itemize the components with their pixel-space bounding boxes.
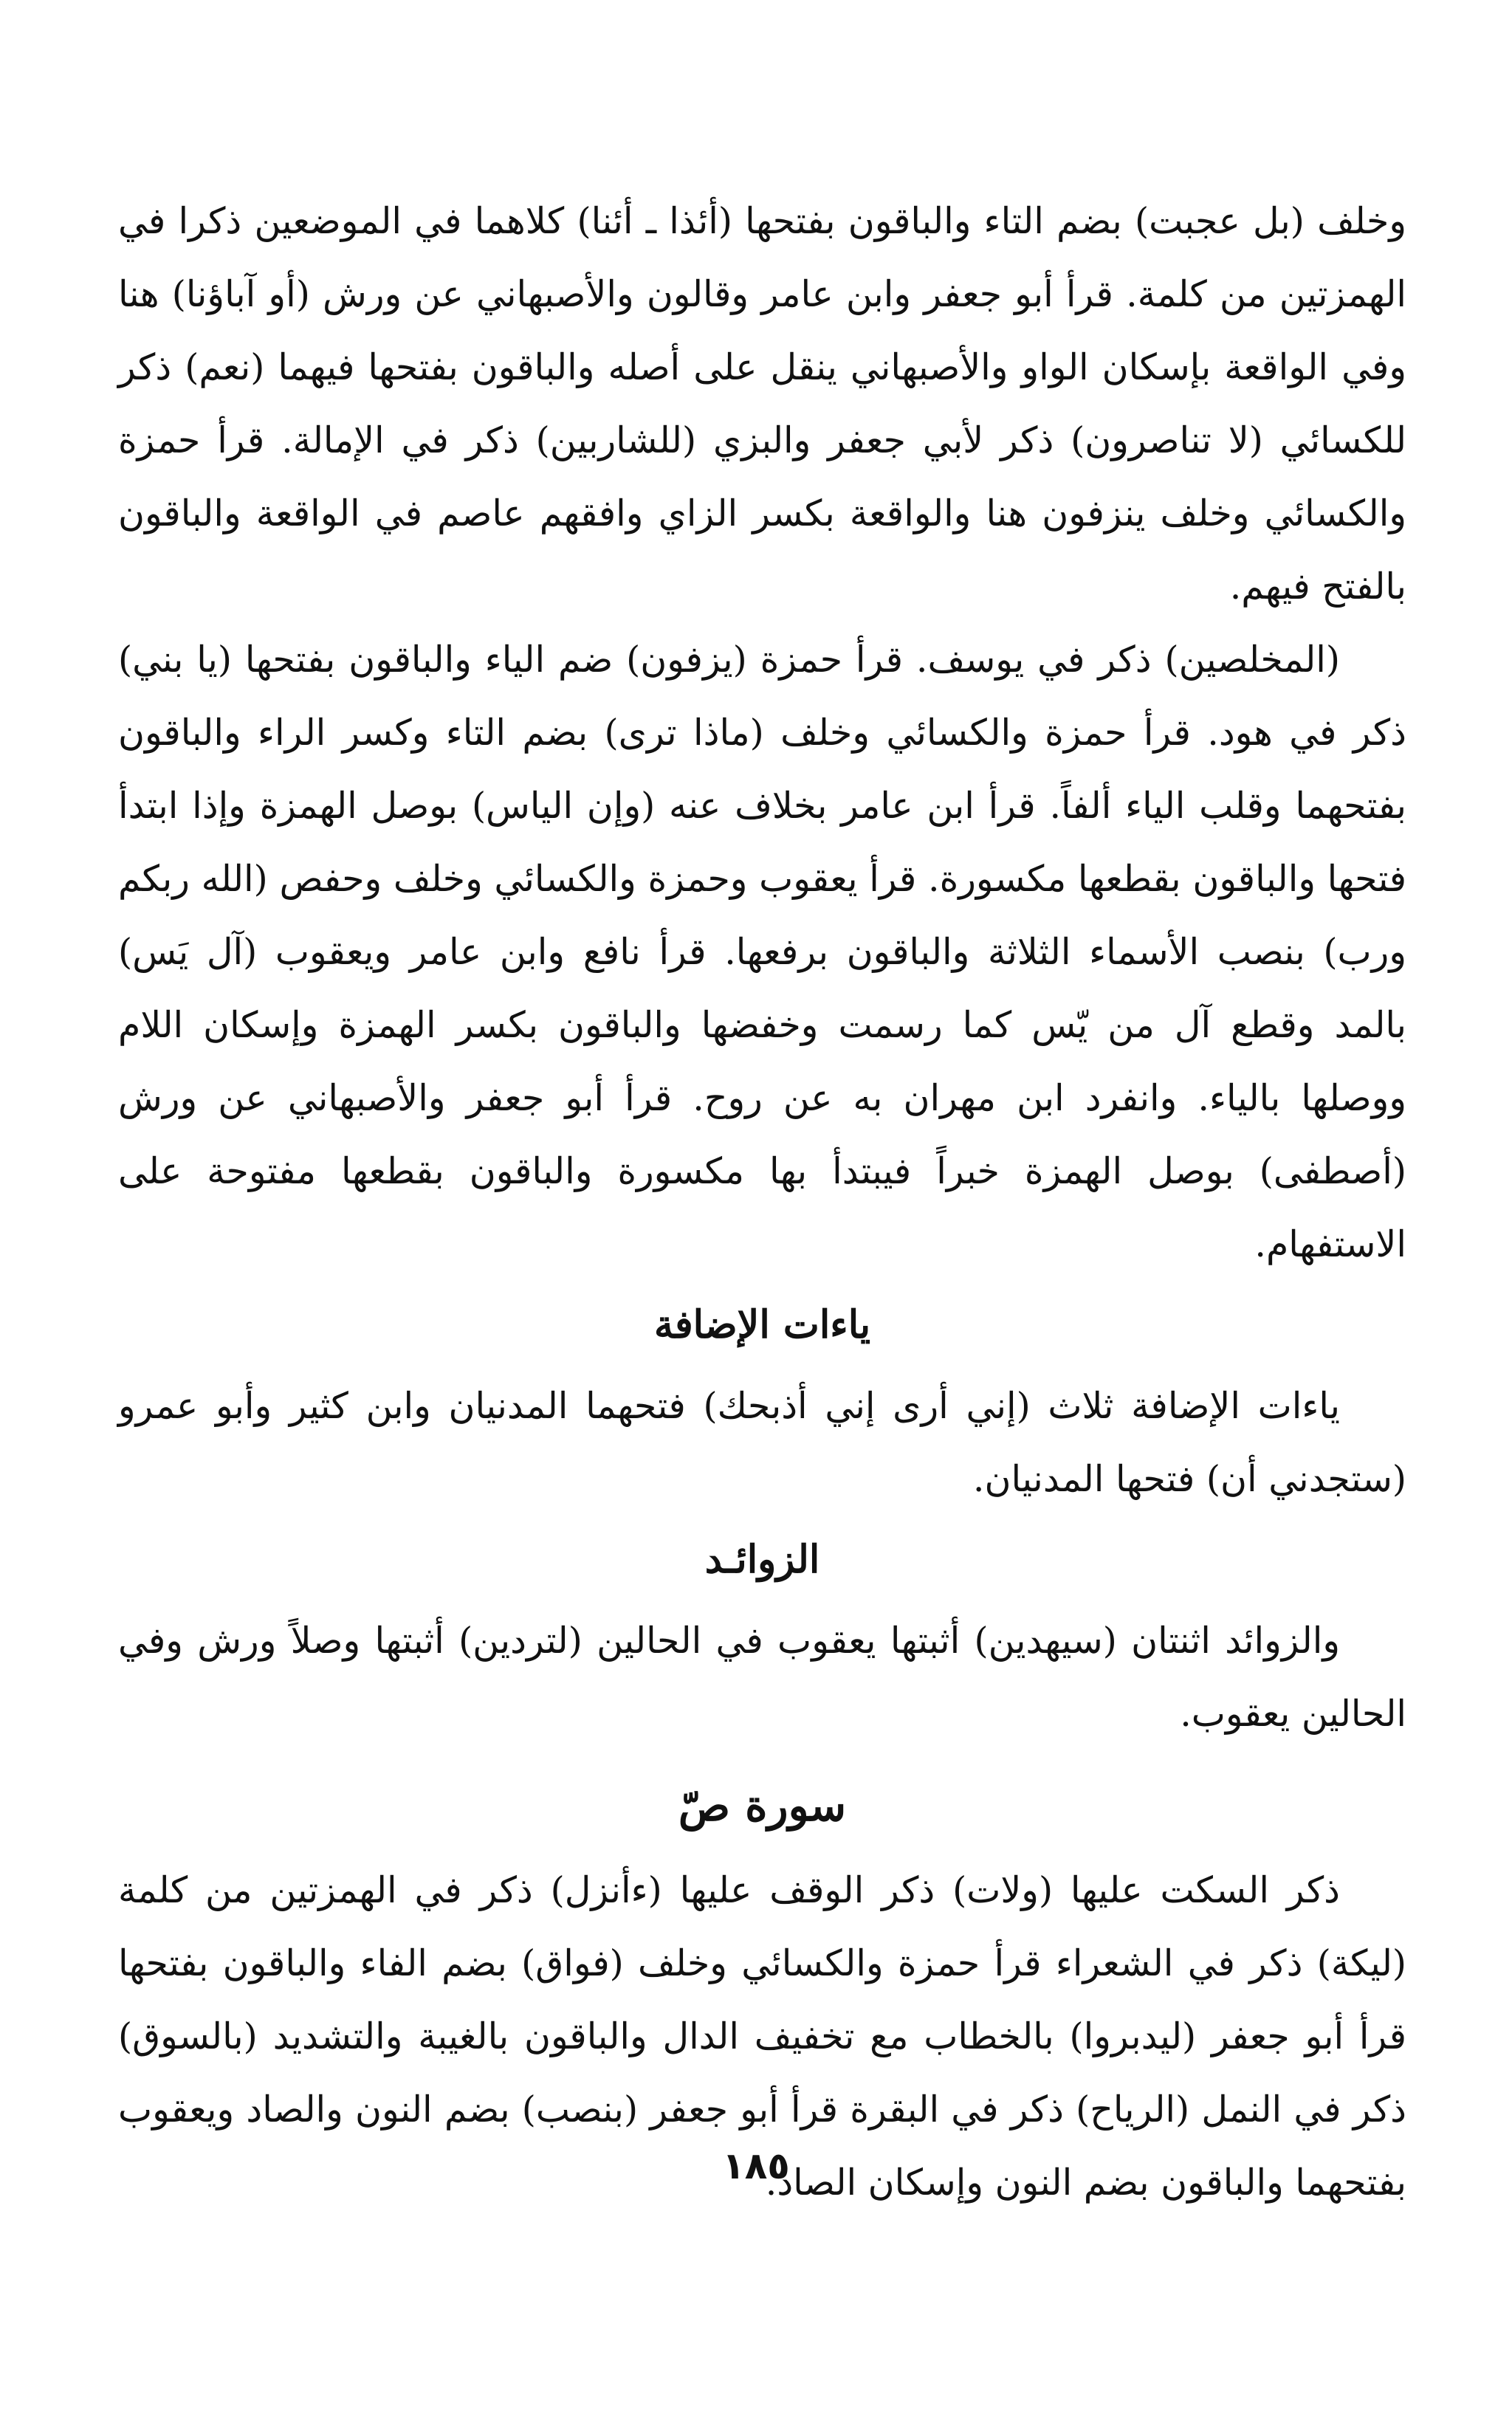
paragraph-surah-saffat-part1: وخلف (بل عجبت) بضم التاء والباقون بفتحها (أئذا ـ أئنا) كلاهما في الموضعين ذكرا في الهمزتين من كلمة. قرأ أبو جعفر وابن عامر وقالون والأصبهاني عن ورش (أو آباؤنا) هنا وفي الواقعة بإسكان الواو والأصبهاني ينقل على أصله والباقون بفتحها فيهما (نعم) ذكر للكسائي (لا تناصرون) ذكر لأبي جعفر والبزي (للشاربين) ذكر في الإمالة. قرأ حمزة والكسائي وخلف ينزفون هنا والواقعة بكسر الزاي وافقهم عاصم في الواقعة والباقون بالفتح فيهم. — [118, 200, 1406, 608]
page-number: ١٨٥ — [722, 2145, 790, 2187]
heading-zawaid: الزوائـد — [704, 1537, 820, 1582]
paragraph-idafa: ياءات الإضافة ثلاث (إني أرى إني أذبحك) فتحهما المدنيان وابن كثير وأبو عمرو (ستجدني أن) فتحها المدنيان. — [118, 1385, 1406, 1500]
book-page — [118, 185, 1406, 2370]
paragraph-surah-sad: ذكر السكت عليها (ولات) ذكر الوقف عليها (ءأنزل) ذكر في الهمزتين من كلمة (ليكة) ذكر في الشعراء قرأ حمزة والكسائي وخلف (فواق) بضم الفاء والباقون بفتحها قرأ أبو جعفر (ليدبروا) بالخطاب مع تخفيف الدال والباقون بالغيبة والتشديد (بالسوق) ذكر في النمل (الرياح) ذكر في البقرة قرأ أبو جعفر (بنصب) بضم النون والصاد ويعقوب بفتحهما والباقون بضم النون وإسكان الصاد. — [118, 1869, 1406, 2204]
paragraph-surah-saffat-part2: (المخلصين) ذكر في يوسف. قرأ حمزة (يزفون) ضم الياء والباقون بفتحها (يا بني) ذكر في هود. قرأ حمزة والكسائي وخلف (ماذا ترى) بضم التاء وكسر الراء والباقون بفتحهما وقلب الياء ألفاً. قرأ ابن عامر بخلاف عنه (وإن الياس) بوصل الهمزة وإذا ابتدأ فتحها والباقون بقطعها مكسورة. قرأ يعقوب وحمزة والكسائي وخلف وحفص (الله ربكم ورب) بنصب الأسماء الثلاثة والباقون برفعها. قرأ نافع وابن عامر ويعقوب (آل يَس) بالمد وقطع آل من يّس كما رسمت وخفضها والباقون بكسر الهمزة وإسكان اللام ووصلها بالياء. وانفرد ابن مهران به عن روح. قرأ أبو جعفر والأصبهاني عن ورش (أصطفى) بوصل الهمزة خبراً فيبتدأ بها مكسورة والباقون بقطعها مفتوحة على الاستفهام. — [118, 639, 1406, 1265]
heading-surah-sad: سورة صّ — [678, 1781, 847, 1831]
paragraph-zawaid: والزوائد اثنتان (سيهدين) أثبتها يعقوب في الحالين (لتردين) أثبتها وصلاً ورش وفي الحالين يعقوب. — [118, 1620, 1406, 1735]
heading-idafa: ياءات الإضافة — [653, 1302, 871, 1347]
